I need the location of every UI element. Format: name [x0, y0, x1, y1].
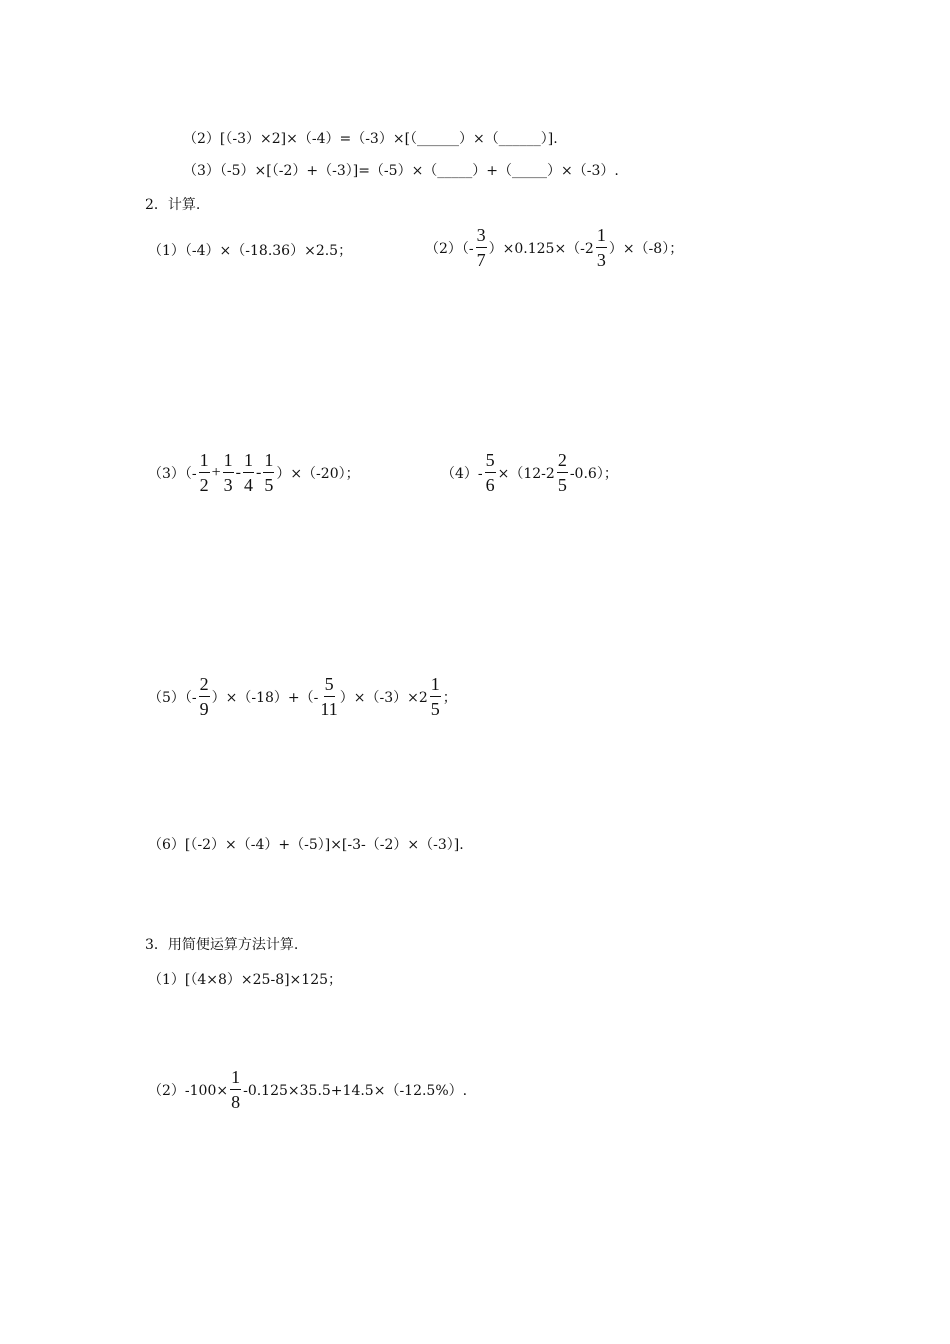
section-3-heading-text: 3．用简便运算方法计算.	[145, 937, 299, 953]
problem-2-5	[148, 675, 457, 718]
problem-3-2	[148, 1068, 467, 1111]
exercise-1-item-2	[183, 128, 558, 148]
problem-2-4-prefix: （4）-	[441, 465, 483, 482]
fraction-1-2: $\frac{1}{2}$	[199, 450, 209, 495]
fraction-3-7: $\frac{3}{7}$	[476, 225, 486, 270]
problem-2-1-text: （1）（-4）×（-18.36）×2.5；	[148, 243, 353, 259]
fraction-1-3: $\frac{1}{3}$	[596, 225, 606, 270]
exercise-1-item-3-text: （3）（-5）×[（-2）+（-3）]=（-5）×（_____）+（_____）×（-3）.	[183, 163, 619, 179]
minus-sign: -	[235, 463, 241, 481]
problem-2-2-suffix: ）×（-8）；	[608, 240, 684, 257]
problem-2-3-suffix: ）×（-20）；	[276, 465, 360, 482]
problem-2-5-prefix: （5）（-	[148, 689, 197, 706]
fraction-2-9: $\frac{2}{9}$	[199, 674, 209, 719]
problem-2-3-prefix: （3）（-	[148, 465, 197, 482]
problem-2-2	[425, 226, 683, 269]
section-2-heading-text: 2．计算.	[145, 197, 201, 213]
minus-sign: -	[256, 463, 262, 481]
exercise-1-item-3	[183, 160, 619, 180]
plus-sign: +	[211, 463, 221, 481]
problem-2-1	[148, 240, 352, 260]
problem-2-5-suffix: ；	[442, 689, 457, 706]
problem-2-6	[148, 834, 464, 854]
fraction-1-5: $\frac{1}{5}$	[264, 450, 274, 495]
fraction-5-11: $\frac{5}{11}$	[320, 674, 338, 719]
problem-2-3	[148, 451, 360, 494]
fraction-1-3: $\frac{1}{3}$	[223, 450, 233, 495]
section-2-heading	[145, 194, 200, 214]
fraction-2-5: $\frac{2}{5}$	[557, 450, 567, 495]
problem-2-4-suffix: -0.6）；	[569, 465, 618, 482]
problem-2-4	[441, 451, 618, 494]
problem-2-5-mid1: ）×（-18）+（-	[211, 689, 319, 706]
fraction-1-8: $\frac{1}{8}$	[231, 1067, 241, 1112]
problem-2-2-prefix: （2）（-	[425, 240, 474, 257]
problem-3-1	[148, 969, 342, 989]
exercise-1-item-2-text: （2）[（-3）×2]×（-4）=（-3）×[（______）×（______）].	[183, 131, 558, 147]
problem-2-6-text: （6）[（-2）×（-4）+（-5）]×[-3-（-2）×（-3）].	[148, 837, 464, 853]
problem-2-5-mid2: ）×（-3）×2	[339, 689, 428, 706]
problem-3-1-text: （1）[（4×8）×25-8]×125；	[148, 972, 343, 988]
fraction-5-6: $\frac{5}{6}$	[485, 450, 495, 495]
section-3-heading	[145, 934, 298, 954]
fraction-1-5: $\frac{1}{5}$	[430, 674, 440, 719]
problem-2-2-mid: ）×0.125×（-2	[488, 240, 594, 257]
problem-3-2-suffix: -0.125×35.5+14.5×（-12.5%）.	[243, 1082, 468, 1099]
problem-3-2-prefix: （2）-100×	[148, 1082, 229, 1099]
fraction-1-4: $\frac{1}{4}$	[244, 450, 253, 495]
problem-2-4-mid: ×（12-2	[497, 465, 555, 482]
